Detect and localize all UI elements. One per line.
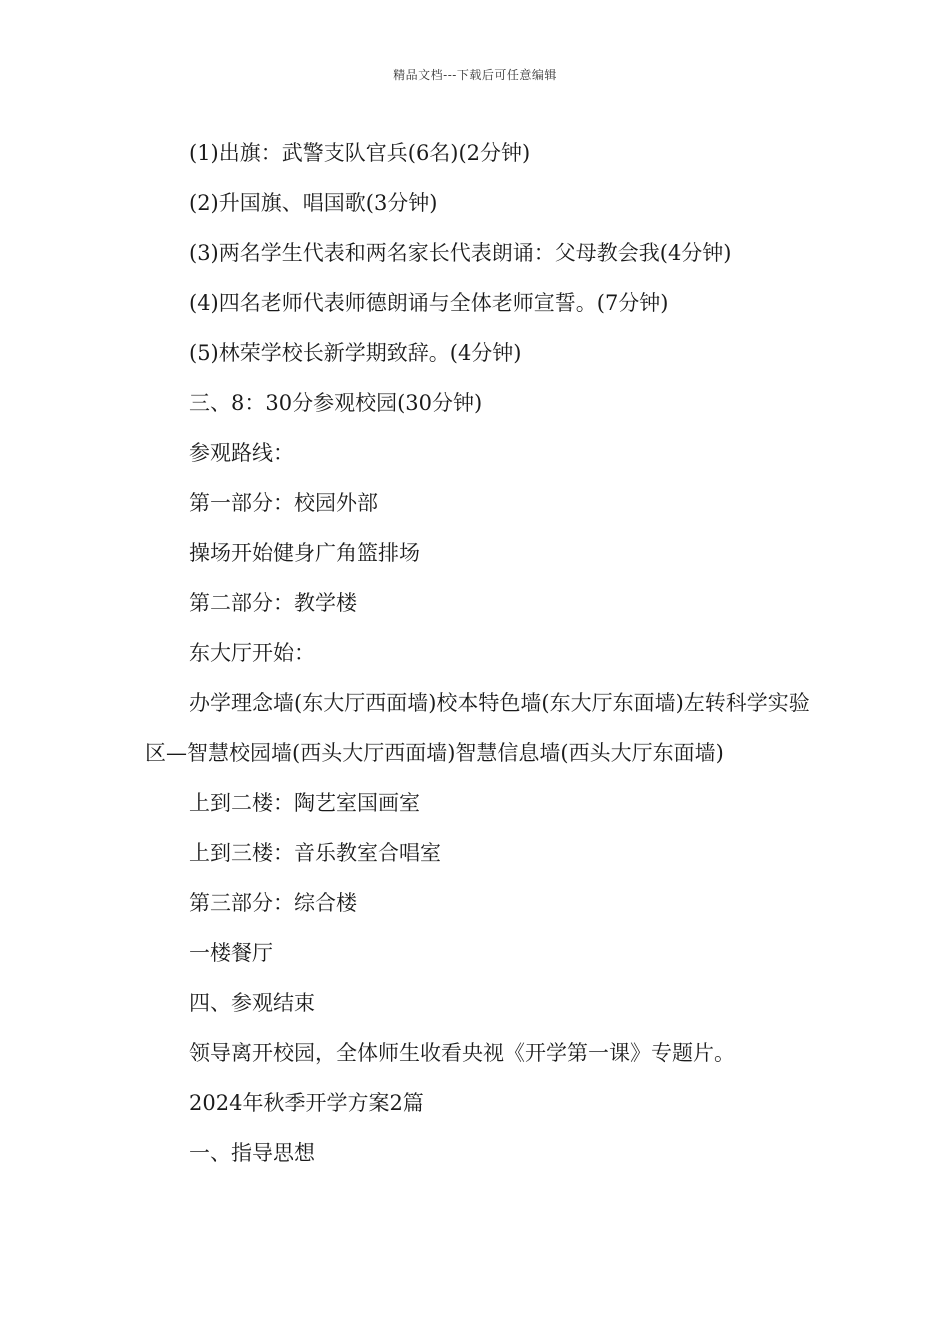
paragraph-teacher-oath: (4)四名老师代表师德朗诵与全体老师宣誓。(7分钟)	[189, 291, 669, 315]
paragraph-dining-hall: 一楼餐厅	[189, 941, 273, 965]
paragraph-national-anthem: (2)升国旗、唱国歌(3分钟)	[189, 191, 438, 215]
paragraph-part-one: 第一部分：校园外部	[189, 491, 378, 515]
document-body	[145, 128, 810, 1178]
paragraph-part-two: 第二部分：教学楼	[189, 591, 357, 615]
paragraph-first-lesson: 领导离开校园，全体师生收看央视《开学第一课》专题片。	[189, 1041, 735, 1065]
section-heading-tour-end: 四、参观结束	[189, 991, 315, 1015]
paragraph-east-hall: 东大厅开始：	[189, 641, 315, 665]
section-heading-campus-tour: 三、8：30分参观校园(30分钟)	[189, 391, 483, 415]
paragraph-flag-raising-team: (1)出旗：武警支队官兵(6名)(2分钟)	[189, 141, 531, 165]
document-title-plan: 2024年秋季开学方案2篇	[189, 1091, 424, 1115]
paragraph-principal-speech: (5)林荣学校长新学期致辞。(4分钟)	[189, 341, 522, 365]
paragraph-second-floor: 上到二楼：陶艺室国画室	[189, 791, 420, 815]
paragraph-tour-route: 参观路线：	[189, 441, 294, 465]
paragraph-wall-route: 办学理念墙(东大厅西面墙)校本特色墙(东大厅东面墙)左转科学实验区—智慧校园墙(西头大厅西面墙)智慧信息墙(西头大厅东面墙)	[145, 691, 810, 765]
paragraph-recitation: (3)两名学生代表和两名家长代表朗诵：父母教会我(4分钟)	[189, 241, 732, 265]
section-heading-guiding-thought: 一、指导思想	[189, 1141, 315, 1165]
paragraph-part-three: 第三部分：综合楼	[189, 891, 357, 915]
paragraph-playground: 操场开始健身广角篮排场	[189, 541, 420, 565]
page-header: 精品文档---下载后可任意编辑	[393, 68, 557, 82]
paragraph-third-floor: 上到三楼：音乐教室合唱室	[189, 841, 441, 865]
